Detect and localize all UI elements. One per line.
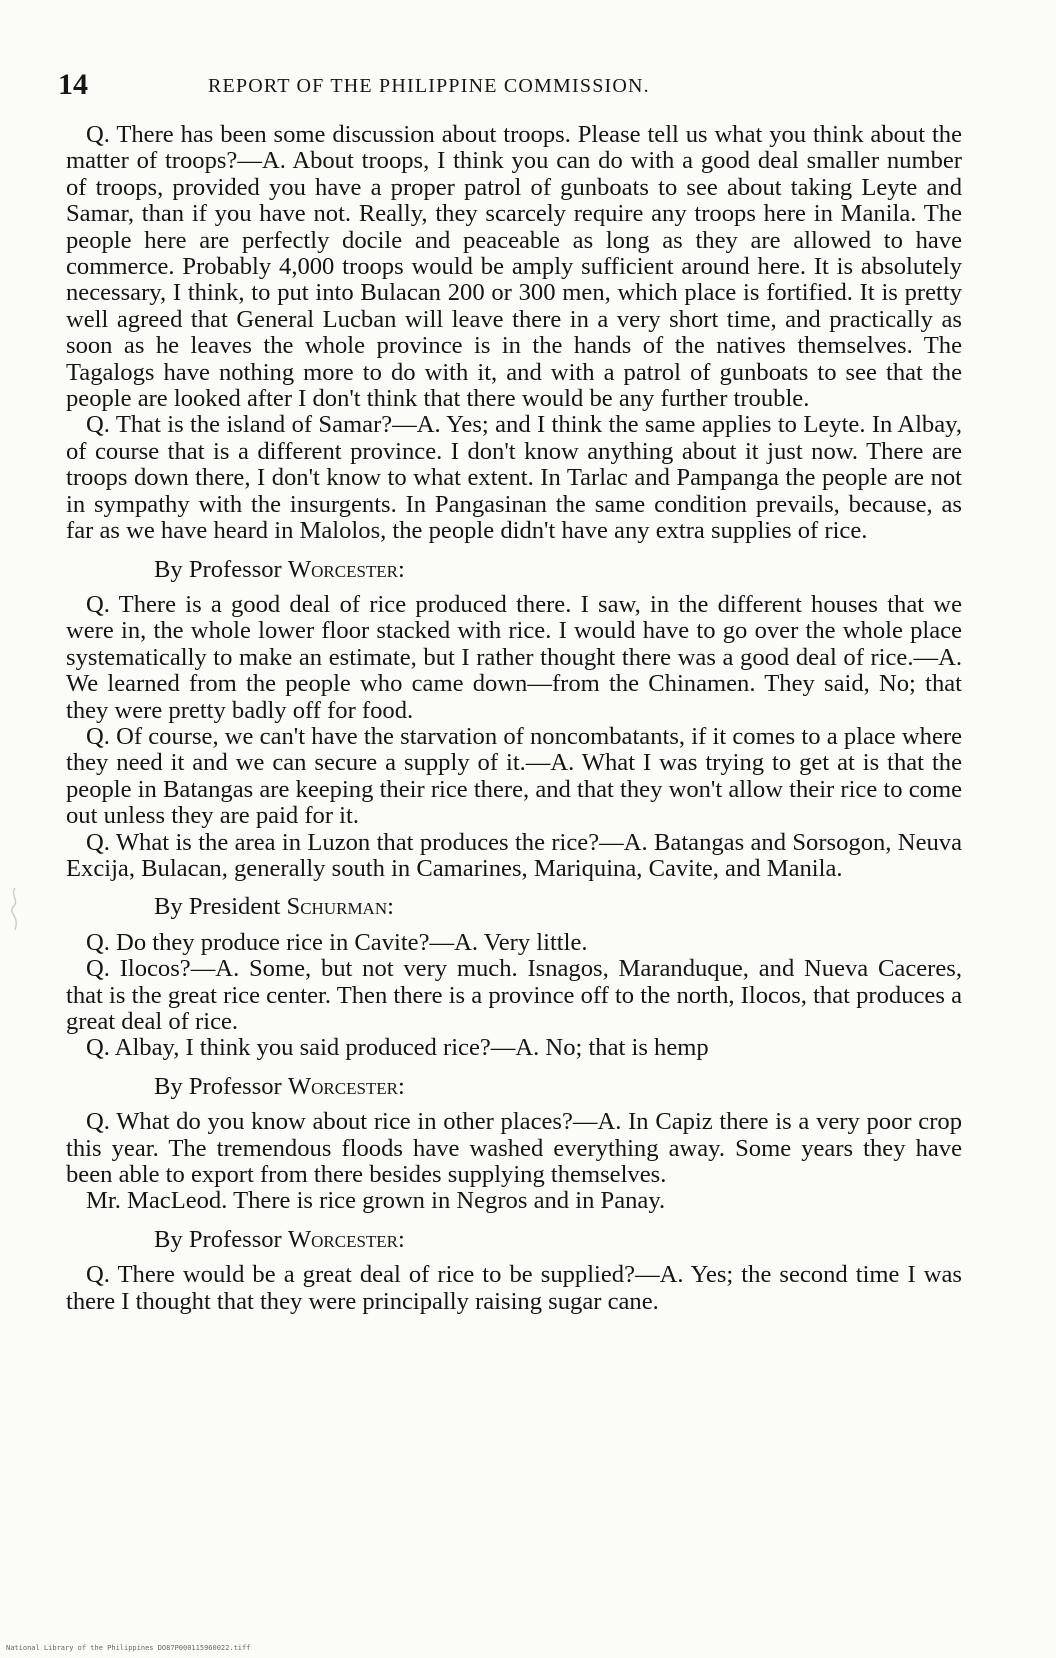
testimony-paragraph: Q. There would be a great deal of rice to be supplied?—A. Yes; the second time I was there I thought that they were principally raising sugar cane. bbox=[66, 1261, 962, 1315]
scan-footer: National Library of the Philippines DO87P000115960022.tiff bbox=[6, 1644, 251, 1652]
speaker-heading bbox=[154, 1074, 962, 1100]
speaker-heading bbox=[154, 1227, 962, 1253]
testimony-paragraph: Q. What is the area in Luzon that produces the rice?—A. Batangas and Sorsogon, Neuva Excija, Bulacan, generally south in Camarines, Mariquina, Cavite, and Manila. bbox=[66, 828, 962, 882]
speaker-name: Worcester bbox=[287, 1225, 399, 1253]
testimony-paragraph: Q. There has been some discussion about troops. Please tell us what you think about the matter of troops?—A. About troops, I think you can do with a good deal smaller number of troops, provided you have a proper patrol of gunboats to see about taking Leyte and Samar, than if you have not. Really, they scarcely require any troops here in Manila. The people here are perfectly docile and peaceable as long as they are allowed to have commerce. Probably 4,000 troops would be amply sufficient around here. It is absolutely necessary, I think, to put into Bulacan 200 or 300 men, which place is fortified. It is pretty well agreed that General Lucban will leave there in a very short time, and practically as soon as he leaves the whole province is in the hands of the natives themselves. The Tagalogs have nothing more to do with it, and with a patrol of gunboats to see that the people are looked after I don't think that there would be any further trouble. bbox=[66, 121, 962, 413]
testimony-paragraph: Q. There is a good deal of rice produced there. I saw, in the different houses that we were in, the whole lower floor stacked with rice. I would have to go over the whole place systematically to make an estimate, but I rather thought there was a good deal of rice.—A. We learned from the people who came down—from the Chinamen. They said, No; that they were pretty badly off for food. bbox=[66, 590, 962, 724]
speaker-prefix: By President bbox=[154, 893, 287, 921]
running-title: REPORT OF THE PHILIPPINE COMMISSION. bbox=[208, 75, 650, 97]
speaker-prefix: By Professor bbox=[154, 1225, 288, 1253]
speaker-name: Worcester bbox=[287, 1072, 399, 1100]
testimony-paragraph: Q. Ilocos?—A. Some, but not very much. Isnagos, Maranduque, and Nueva Caceres, that is the great rice center. Then there is a province off to the north, Ilocos, that produces a great deal of rice. bbox=[66, 955, 962, 1035]
speaker-prefix: By Professor bbox=[154, 1072, 288, 1100]
page-header bbox=[58, 70, 978, 110]
speaker-heading bbox=[154, 557, 962, 583]
speaker-suffix: : bbox=[398, 555, 405, 583]
page-number: 14 bbox=[58, 68, 88, 101]
scan-edge-mark bbox=[8, 888, 22, 930]
speaker-suffix: : bbox=[398, 1072, 405, 1100]
speaker-name: Schurman bbox=[286, 893, 388, 921]
report-body bbox=[66, 122, 962, 1315]
testimony-paragraph: Q. What do you know about rice in other places?—A. In Capiz there is a very poor crop this year. The tremendous floods have washed everything away. Some years they have been able to export from there besides supplying themselves. bbox=[66, 1108, 962, 1189]
testimony-paragraph: Mr. MacLeod. There is rice grown in Negros and in Panay. bbox=[86, 1187, 666, 1215]
speaker-name: Worcester bbox=[287, 555, 399, 583]
speaker-suffix: : bbox=[387, 893, 394, 921]
testimony-paragraph: Q. That is the island of Samar?—A. Yes; and I think the same applies to Leyte. In Albay, of course that is a different province. I don't know anything about it just now. There are troops down there, I don't know to what extent. In Tarlac and Pampanga the people are not in sympathy with the insurgents. In Pangasinan the same condition prevails, because, as far as we have heard in Malolos, the people didn't have any extra supplies of rice. bbox=[66, 411, 962, 545]
speaker-heading bbox=[154, 894, 962, 920]
speaker-prefix: By Professor bbox=[154, 555, 288, 583]
testimony-paragraph: Q. Of course, we can't have the starvation of noncombatants, if it comes to a place where they need it and we can secure a supply of it.—A. What I was trying to get at is that the people in Batangas are keeping their rice there, and that they won't allow their rice to come out unless they are paid for it. bbox=[66, 722, 962, 830]
testimony-paragraph: Q. Do they produce rice in Cavite?—A. Very little. bbox=[86, 928, 588, 956]
speaker-suffix: : bbox=[398, 1225, 405, 1253]
testimony-paragraph: Q. Albay, I think you said produced rice?—A. No; that is hemp bbox=[86, 1034, 709, 1062]
